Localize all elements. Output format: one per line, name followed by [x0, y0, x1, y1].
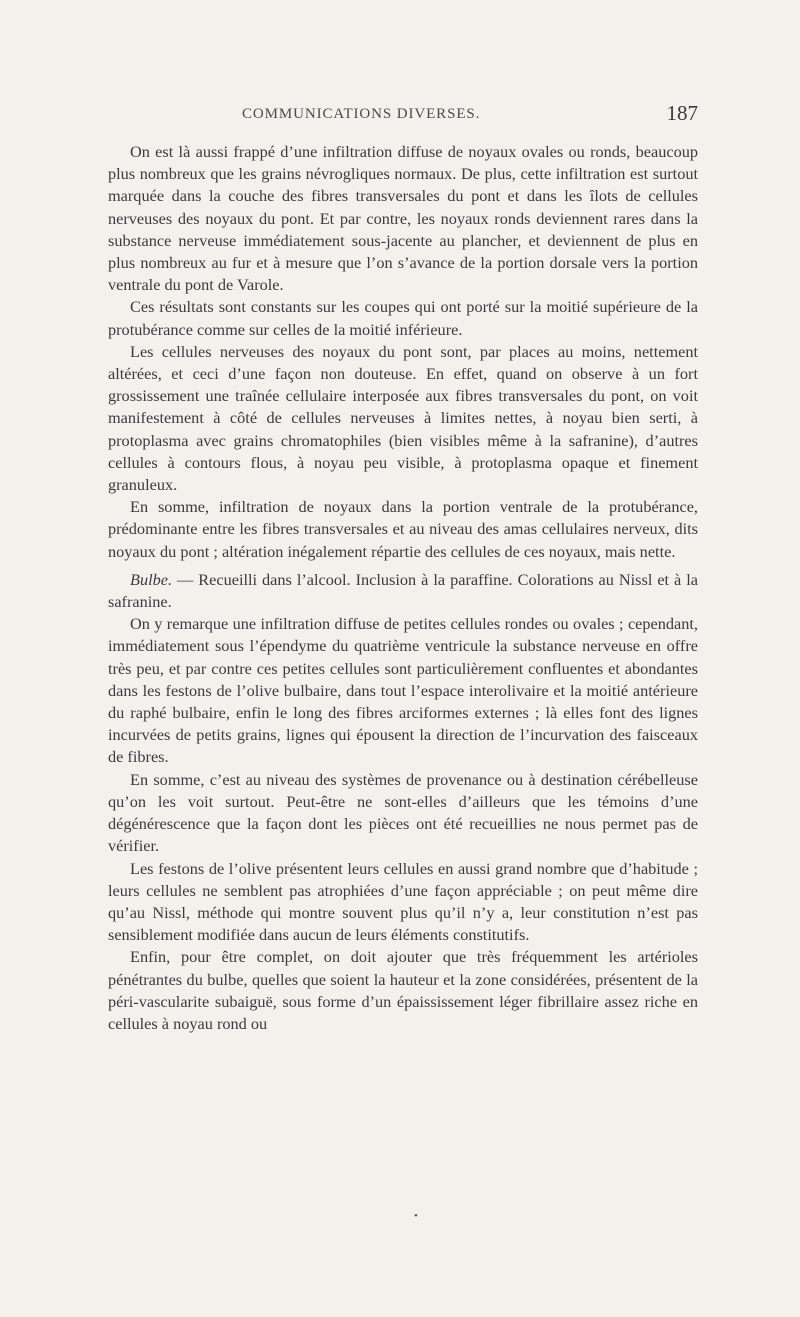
- paragraph-nerve-cells: Les cellules nerveuses des noyaux du pont sont, par places au moins, nettement altérées, et ceci d’une façon non douteuse. En effet, quand on observe à un fort grossissement une traînée cellulaire interposée aux fibres transversales du pont, on voit manifestement à côté de cellules nerveuses à limites nettes, à noyau bien serti, à protoplasma avec grains chromatophiles (bien visibles même à la safranine), d’autres cellules à contours flous, à noyau peu visible, à protoplasma opaque et finement granuleux.: [108, 341, 698, 495]
- paragraph-results: Ces résultats sont constants sur les coupes qui ont porté sur la moitié supérieure de la protubérance comme sur celles de la moitié inférieure.: [108, 297, 698, 339]
- paragraph-arterioles: Enfin, pour être complet, on doit ajouter que très fréquemment les artérioles pénétrantes du bulbe, quelles que soient la hauteur et la zone considérées, présentent de la péri-vascularite subaiguë, sous forme d’un épaississement léger fibrillaire assez riche en cellules à noyau rond ou: [108, 947, 698, 1033]
- paragraph-olive: Les festons de l’olive présentent leurs cellules en aussi grand nombre que d’habitude ; leurs cellules ne semblent pas atrophiées d’une façon appréciable ; on peut même dire qu’au Nissl, méthode qui montre souvent plus qu’il n’y a, leur constitution n’est pas sensiblement modifiée dans aucun de leurs éléments constitutifs.: [108, 858, 698, 945]
- stray-mark: •: [414, 1210, 418, 1222]
- page-number: 187: [666, 101, 698, 125]
- bulbe-heading: Bulbe.: [130, 569, 173, 589]
- body-text: [108, 141, 698, 1035]
- paragraph-infiltration: On est là aussi frappé d’une infiltration diffuse de noyaux ovales ou ronds, beaucoup plus nombreux que les grains névrogliques normaux. De plus, cette infiltration est surtout marquée dans la couche des fibres transversales du pont et dans les îlots de cellules nerveuses des noyaux du pont. Et par contre, les noyaux ronds deviennent rares dans la substance nerveuse immédiatement sous-jacente au plancher, et deviennent de plus en plus nombreux au fur et à mesure que l’on s’avance de la portion dorsale vers la portion ventrale du pont de Varole.: [108, 142, 698, 295]
- paragraph-bulbe: [108, 569, 698, 613]
- paragraph-diffuse-infiltration: On y remarque une infiltration diffuse de petites cellules rondes ou ovales ; cependant, immédiatement sous l’épendyme du quatrième ventricule la substance nerveuse en offre très peu, et par contre ces petites cellules sont particulièrement confluentes et abondantes dans les festons de l’olive bulbaire, dans tout l’espace interolivaire et la moitié antérieure du raphé bulbaire, enfin le long des fibres arciformes externes ; là elles font des lignes incurvées de petits grains, lignes qui épousent la direction de l’incurvation des faisceaux de fibres.: [108, 614, 698, 767]
- bulbe-text: — Recueilli dans l’alcool. Inclusion à la paraffine. Colorations au Nissl et à la safranine.: [108, 569, 698, 612]
- page-header: [108, 101, 698, 132]
- paragraph-summary-bulbe: En somme, c’est au niveau des systèmes de provenance ou à destination cérébelleuse qu’on les voit surtout. Peut-être ne sont-elles d’ailleurs que les témoins d’une dégénérescence que la façon dont les pièces ont été recueillies ne nous permet pas de vérifier.: [108, 769, 698, 856]
- running-title: COMMUNICATIONS DIVERSES.: [242, 106, 481, 122]
- paragraph-summary-pons: En somme, infiltration de noyaux dans la portion ventrale de la protubérance, prédominante entre les fibres transversales et au niveau des amas cellulaires nerveux, dits noyaux du pont ; altération inégalement répartie des cellules de ces noyaux, mais nette.: [108, 497, 698, 561]
